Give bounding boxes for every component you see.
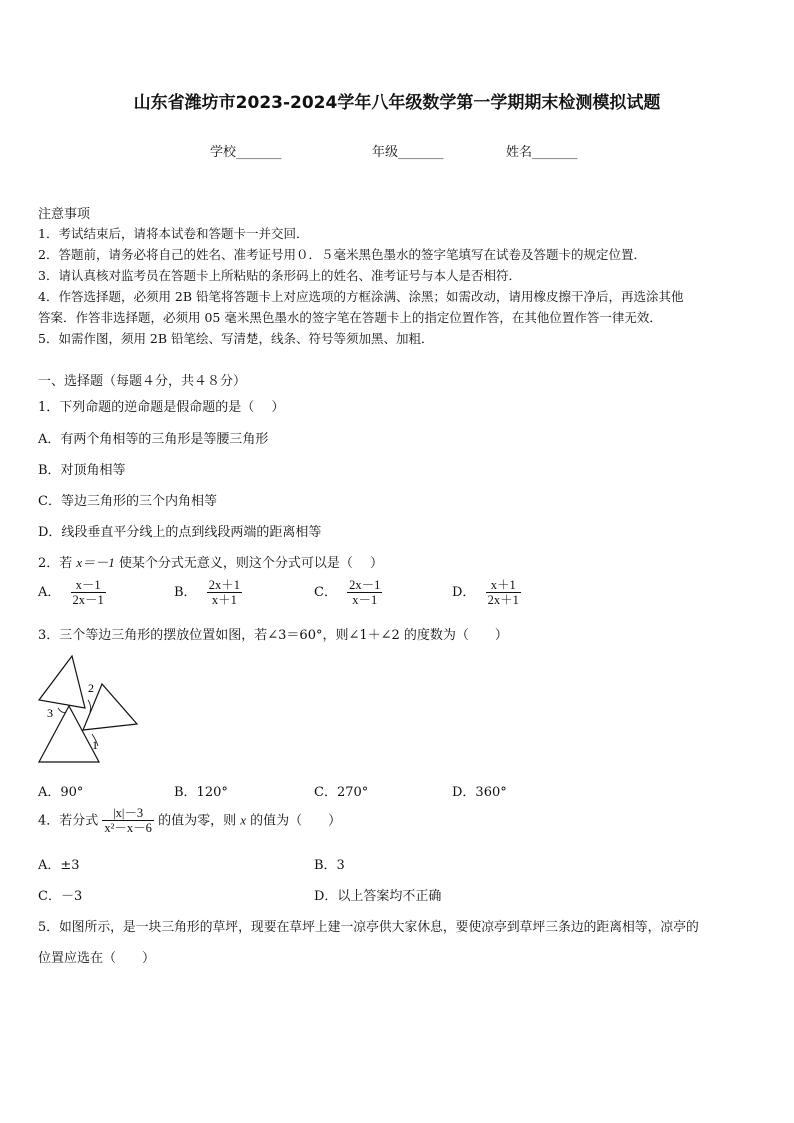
note-item: 4．作答选择题，必须用 2B 铅笔将答题卡上对应选项的方框涂满、涂黑；如需改动，请用橡皮擦干净后，再选涂其他 <box>38 289 684 304</box>
question-1-option-a[interactable]: A．有两个角相等的三角形是等腰三角形 <box>38 432 269 447</box>
question-3-stem: 3．三个等边三角形的摆放位置如图，若∠3＝60°，则∠1＋∠2 的度数为（ ） <box>38 628 508 643</box>
option-label: A． <box>38 585 61 601</box>
question-3-option-d[interactable]: D．360° <box>452 785 507 800</box>
fraction-denominator: 2x－1 <box>72 593 104 608</box>
name-field[interactable]: 姓名_______ <box>506 145 578 160</box>
note-item: 3．请认真核对监考员在答题卡上所粘贴的条形码上的姓名、准考证号与本人是否相符． <box>38 268 521 283</box>
triangles-figure <box>36 654 142 766</box>
question-3-option-c[interactable]: C．270° <box>314 785 369 800</box>
fraction <box>102 806 154 836</box>
fraction-denominator: x²－x－6 <box>104 821 152 836</box>
question-2-stem-suffix: 使某个分式无意义，则这个分式可以是（ ） <box>118 556 383 571</box>
note-item: 5．如需作图，须用 2B 铅笔绘、写清楚，线条、符号等须加黑、加粗． <box>38 331 434 346</box>
angle-arc-3 <box>58 708 66 713</box>
question-4-option-a[interactable]: A．±3 <box>38 858 80 873</box>
fraction-numerator: 2x－1 <box>349 578 381 592</box>
fraction-denominator: 2x＋1 <box>487 593 519 608</box>
angle-arc-2 <box>88 700 91 712</box>
question-2-stem-expression: x＝－1 <box>76 555 115 570</box>
fraction <box>207 578 242 608</box>
question-4-stem-prefix: 4．若分式 <box>38 813 99 829</box>
fraction-numerator: x＋1 <box>490 578 516 592</box>
notes-heading: 注意事项 <box>38 207 91 222</box>
question-1-option-b[interactable]: B．对顶角相等 <box>38 463 126 478</box>
question-2-option-b[interactable] <box>174 578 242 608</box>
question-3-option-b[interactable]: B．120° <box>174 785 228 800</box>
question-5-stem-line-2: 位置应选在（ ） <box>38 951 156 966</box>
question-4-option-d[interactable]: D．以上答案均不正确 <box>314 889 442 904</box>
question-1-option-d[interactable]: D．线段垂直平分线上的点到线段两端的距离相等 <box>38 525 322 540</box>
fraction <box>71 578 106 608</box>
fraction-denominator: x＋1 <box>211 593 237 608</box>
grade-field[interactable]: 年级_______ <box>372 145 444 160</box>
angle-label-2: 2 <box>88 681 94 695</box>
question-4-stem-middle: 的值为零，则 <box>158 813 237 829</box>
question-2-stem-prefix: 2．若 <box>38 556 73 571</box>
question-5-stem-line-1: 5．如图所示，是一块三角形的草坪，现要在草坪上建一凉亭供大家休息，要使凉亭到草坪三条边的距离相等，凉亭的 <box>38 920 699 935</box>
question-4-stem <box>38 806 341 836</box>
note-item: 2．答题前，请务必将自己的姓名、准考证号用０．５毫米黑色墨水的签字笔填写在试卷及答题卡的规定位置． <box>38 247 646 262</box>
fraction <box>347 578 382 608</box>
question-1-stem: 1．下列命题的逆命题是假命题的是（ ） <box>38 400 285 415</box>
question-4-option-b[interactable]: B．3 <box>314 858 345 873</box>
option-label: D． <box>452 585 476 601</box>
option-label: C． <box>314 585 337 601</box>
school-field[interactable]: 学校_______ <box>210 145 282 160</box>
fraction <box>486 578 521 608</box>
question-2-option-c[interactable] <box>314 578 382 608</box>
fraction-denominator: x－1 <box>352 593 378 608</box>
fraction-numerator: 2x＋1 <box>208 578 240 592</box>
question-2-stem <box>38 552 383 571</box>
fraction-numerator: x－1 <box>75 578 101 592</box>
question-2-option-a[interactable] <box>38 578 106 608</box>
question-4-stem-suffix: 的值为（ ） <box>250 813 342 829</box>
question-2-option-d[interactable] <box>452 578 521 608</box>
note-item: 答案．作答非选择题，必须用 05 毫米黑色墨水的签字笔在答题卡上的指定位置作答，在其他位置作答一律无效． <box>38 310 662 325</box>
angle-label-1: 1 <box>92 738 98 752</box>
triangle-top <box>39 656 85 708</box>
note-item: 1．考试结束后，请将本试卷和答题卡一并交回． <box>38 226 309 241</box>
angle-label-3: 3 <box>47 706 53 720</box>
question-3-option-a[interactable]: A．90° <box>38 785 84 800</box>
question-1-option-c[interactable]: C．等边三角形的三个内角相等 <box>38 494 217 509</box>
question-4-option-c[interactable]: C．－3 <box>38 889 83 904</box>
question-4-variable: x <box>240 812 246 828</box>
section-heading: 一、选择题（每题４分，共４８分） <box>38 374 247 389</box>
option-label: B． <box>174 585 197 601</box>
page-title: 山东省潍坊市2023-2024学年八年级数学第一学期期末检测模拟试题 <box>133 93 661 113</box>
fraction-numerator: |x|－3 <box>113 806 144 820</box>
